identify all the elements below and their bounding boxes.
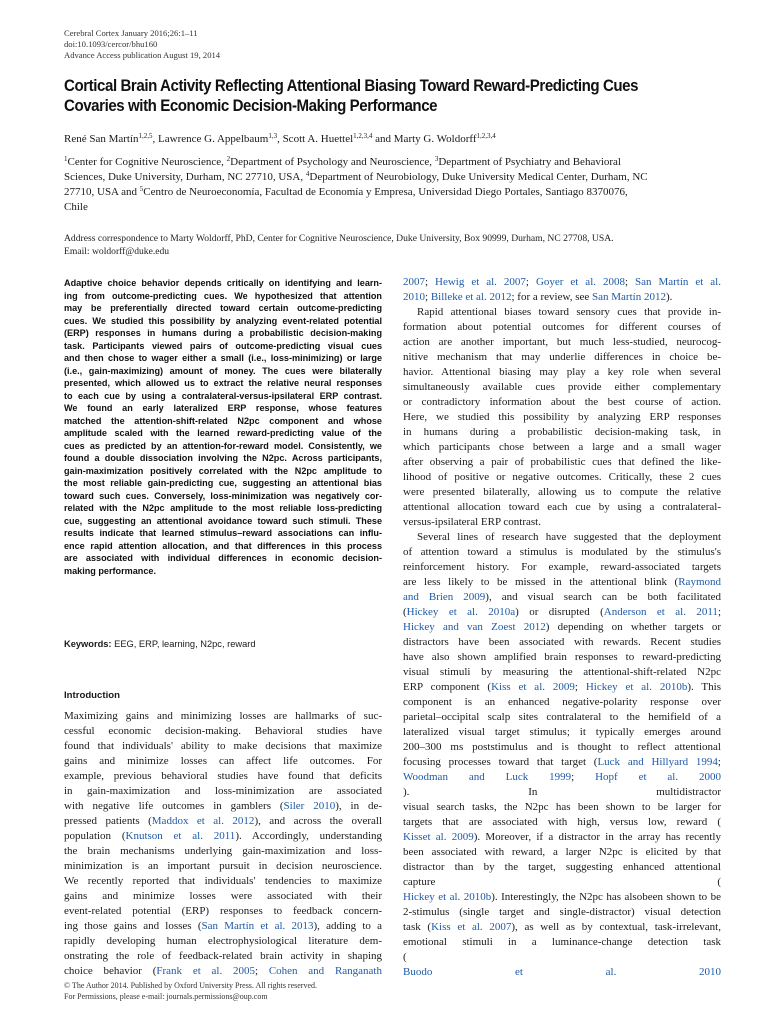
- body-text: ) depending on whether targets or: [545, 621, 721, 633]
- affiliation-text: Centro de Neuroeconomía, Facultad de Economía y Empresa, Universidad Diego Portales, Santiago 8370076,: [143, 186, 628, 198]
- body-text: ), and across the overall: [254, 815, 382, 827]
- right-body-line: [403, 965, 721, 980]
- affiliation-text: Department of Neurobiology, Duke University Medical Center, Durham, NC: [309, 171, 648, 183]
- citation-link[interactable]: Hickey et al. 2010a: [406, 606, 516, 618]
- advance-access: Advance Access publication August 19, 2014: [64, 50, 221, 60]
- right-body-line: [403, 785, 721, 800]
- body-text: ).: [665, 291, 673, 303]
- right-body-line: [403, 425, 721, 440]
- citation-link[interactable]: et al. 2009: [422, 831, 474, 843]
- abstract-line: related with the N2pc amplitude to the most reliable loss-predicting: [64, 503, 382, 513]
- abstract-line: cue, suggesting an attentional avoidance toward such stimuli. These: [64, 515, 382, 526]
- author-affiliation-marker: 1,2,3,4: [353, 132, 373, 140]
- affiliation-text: Department of Psychiatry and Behavioral: [438, 156, 621, 168]
- right-body-line: [403, 920, 721, 935]
- author-affiliation-marker: 1,2,5: [138, 132, 153, 140]
- right-body-line: [403, 950, 721, 965]
- abstract-line: task. Participants viewed pairs of outcome-predicting visual cues: [64, 340, 382, 351]
- body-text: choice behavior (: [64, 965, 157, 977]
- right-body-line: [403, 395, 721, 410]
- author-name: Marty G. Woldorff: [393, 133, 477, 145]
- left-body-line: [64, 964, 382, 979]
- title-line-2: Covaries with Economic Decision-Making Performance: [64, 97, 438, 115]
- right-body-line: [403, 725, 721, 740]
- right-body-line: [403, 500, 721, 515]
- citation-link[interactable]: Hickey and van Zoest 2012: [403, 621, 546, 633]
- body-text: parietal–occipital scalp sites contralateral to the hemifield of a: [403, 711, 721, 723]
- citation-link[interactable]: Anderson et al. 2011: [603, 606, 718, 618]
- left-body-line: [64, 829, 382, 844]
- left-body-line: [64, 859, 382, 874]
- author-name: Scott A. Huettel: [282, 133, 354, 145]
- affiliation-text: Department of Psychology and Neuroscience,: [230, 156, 435, 168]
- author-name: Lawrence G. Appelbaum: [158, 133, 269, 145]
- correspondence-address: Address correspondence to Marty Woldorff, PhD, Center for Cognitive Neuroscience, Duke University, Box 90999, Durham, NC 27708, USA.: [64, 233, 614, 244]
- right-body-line: [403, 350, 721, 365]
- body-text: ;: [254, 965, 269, 977]
- body-text: ), in de-: [335, 800, 382, 812]
- affiliation-marker: 5: [139, 185, 144, 193]
- citation-link[interactable]: San Martín et al. 2013: [201, 920, 314, 932]
- right-body-line: [403, 710, 721, 725]
- citation-link[interactable]: Cohen and Ranganath: [268, 965, 382, 977]
- affiliation-line: [64, 155, 724, 170]
- body-text: ;: [425, 291, 431, 303]
- left-body-line: [64, 769, 382, 784]
- right-body-line: [403, 635, 721, 650]
- abstract-line: and then chose to wager either a small (i.e., loss-minimizing) or large: [64, 353, 382, 363]
- affiliation-line: [64, 170, 724, 185]
- affiliation-marker: 4: [305, 170, 310, 178]
- left-body-line: [64, 889, 382, 904]
- body-text: targets that are associated with high, versus low, reward (: [403, 816, 721, 828]
- left-body-line: [64, 949, 382, 964]
- right-body-line: [403, 305, 721, 320]
- journal-citation: Cerebral Cortex January 2016;26:1–11: [64, 28, 198, 38]
- body-text: gains and minimize losses can affect life outcomes. For: [64, 755, 382, 767]
- body-text: action are another important, but much less-studied, neurocog-: [403, 336, 721, 348]
- abstract-line: presented, which allowed us to extract the relative neural responses: [64, 378, 382, 388]
- left-body-line: [64, 874, 382, 889]
- right-body-line: [403, 530, 721, 545]
- left-body-line: [64, 799, 382, 814]
- body-text: ), as well as by contextual, task-irrelevant,: [511, 921, 721, 933]
- affiliation-text: Center for Cognitive Neuroscience,: [67, 156, 227, 168]
- abstract-line: are associated with individual differences in economic decision-: [64, 553, 382, 563]
- body-text: have also shown amplified brain responses to reward-predicting: [403, 651, 721, 663]
- right-body-line: [403, 845, 721, 860]
- body-text: the brain mechanisms underlying gain-maximization and loss-: [64, 845, 382, 857]
- body-text: (: [403, 606, 407, 618]
- body-text: onstrating the role of feedback-related brain activity in shaping: [64, 950, 382, 962]
- doi[interactable]: doi:10.1093/cercor/bhu160: [64, 39, 158, 49]
- body-text: cessful economic decision-making. Behavioral studies have: [64, 725, 382, 737]
- body-column-right: [403, 275, 721, 980]
- body-text: been associated with reward, a larger N2pc is elicited by that: [403, 846, 721, 858]
- body-text: versus-ipsilateral ERP contrast.: [403, 516, 541, 528]
- author-list: [64, 133, 496, 145]
- right-body-line: [403, 650, 721, 665]
- citation-link[interactable]: Frank et al. 2005: [156, 965, 255, 977]
- body-text: gains and minimize losses were associated with their: [64, 890, 382, 902]
- right-body-line: [403, 380, 721, 395]
- citation-link[interactable]: San Martín et al.: [635, 276, 721, 288]
- right-body-line: [403, 620, 721, 635]
- body-text: ), and visual search can be both facilitated: [485, 591, 721, 603]
- citation-link[interactable]: Kiss: [403, 831, 423, 843]
- citation-link[interactable]: Hickey et al. 2010b: [585, 681, 688, 693]
- right-body-line: [403, 545, 721, 560]
- citation-link[interactable]: Hickey et al. 2010b: [403, 891, 492, 903]
- author-separator: and: [372, 133, 394, 145]
- body-text: ERP component (: [403, 681, 492, 693]
- abstract-line: found a double dissociation involving the N2pc. Across participants,: [64, 453, 382, 463]
- abstract-line: Adaptive choice behavior depends critically on identifying and learn-: [64, 278, 382, 288]
- copyright-line: © The Author 2014. Published by Oxford University Press. All rights reserved.: [64, 981, 318, 990]
- citation-link[interactable]: Hopf et al. 2000: [595, 771, 721, 783]
- body-text: Several lines of research have suggested that the deployment: [417, 531, 721, 543]
- right-body-line: [403, 755, 721, 770]
- right-body-line: [403, 575, 721, 590]
- right-body-line: [403, 470, 721, 485]
- author-affiliation-marker: 1,3: [268, 132, 278, 140]
- affiliation-marker: 1: [64, 155, 68, 163]
- citation-link[interactable]: and Brien 2009: [403, 591, 486, 603]
- citation-link[interactable]: Kiss et al. 2007: [431, 921, 512, 933]
- citation-link[interactable]: 2010: [403, 291, 425, 303]
- affiliation-line: Chile: [64, 201, 88, 213]
- right-body-line: [403, 320, 721, 335]
- body-text: were presented bilaterally, allowing us to compute the relative: [403, 486, 721, 498]
- body-text: ). Accordingly, understanding: [235, 830, 382, 842]
- body-text: ), adding to a: [313, 920, 382, 932]
- body-text: emotional stimuli in a luminance-change detection task: [403, 936, 721, 948]
- citation-link[interactable]: Woodman and Luck 1999: [403, 771, 572, 783]
- affiliation-marker: 2: [226, 155, 231, 163]
- abstract-line: gain-maximization positively correlated with the N2pc amplitude to: [64, 465, 382, 476]
- body-text: visual search tasks, the N2pc has been shown to be larger for: [403, 801, 721, 813]
- body-column-left: [64, 709, 382, 979]
- body-text: 2-stimulus (single target and single-distractor) visual detection: [403, 906, 721, 918]
- citation-link[interactable]: Raymond: [678, 576, 721, 588]
- body-text: lateralized visual target stimulus; it typically emerges around: [403, 726, 721, 738]
- body-text: ). In multidistractor: [403, 786, 721, 798]
- keywords-list: EEG, ERP, learning, N2pc, reward: [111, 639, 256, 649]
- right-body-line: [403, 740, 721, 755]
- citation-link[interactable]: Luck and Hillyard 1994: [597, 756, 718, 768]
- right-body-line: [403, 365, 721, 380]
- abstract-line: ence rapid attention allocation, and that differences in this process: [64, 540, 382, 551]
- abstract-line: amplitude scaled with the learned reward-predicting value of the: [64, 428, 382, 438]
- citation-link[interactable]: 2007: [403, 276, 425, 288]
- left-body-line: [64, 814, 382, 829]
- right-body-line: [403, 515, 721, 530]
- right-body-line: [403, 935, 721, 950]
- body-text: ) or disrupted (: [515, 606, 604, 618]
- affiliation-marker: 3: [434, 155, 439, 163]
- citation-link[interactable]: Maddox et al. 2012: [151, 815, 255, 827]
- citation-link[interactable]: Goyer et al. 2008: [535, 276, 625, 288]
- left-body-line: [64, 844, 382, 859]
- body-text: attentional allocation toward each cue by using a contralateral-: [403, 501, 721, 513]
- affiliation-line: [64, 185, 724, 200]
- right-body-line: [403, 680, 721, 695]
- citation-link[interactable]: Kiss et al. 2009: [491, 681, 575, 693]
- citation-link[interactable]: Knutson et al. 2011: [125, 830, 236, 842]
- right-body-line: [403, 560, 721, 575]
- correspondence-email[interactable]: Email: woldorff@duke.edu: [64, 245, 170, 257]
- abstract-line: the most reliable gain-predicting cue, suggesting an attentional bias: [64, 478, 382, 488]
- body-text: been shown to be: [642, 891, 721, 903]
- abstract-line: We found an early lateralized ERP response, whose features: [64, 403, 382, 413]
- title-line-1: Cortical Brain Activity Reflecting Attentional Biasing Toward Reward-Predicting Cues: [64, 77, 639, 95]
- body-text: found that individuals' ability to make decisions that maximize: [64, 740, 382, 752]
- abstract-line: cues. We studied this possibility by analyzing event-related potential: [64, 315, 382, 326]
- body-text: with negative life outcomes in gamblers (: [64, 800, 284, 812]
- body-text: Here, we studied this possibility by analyzing ERP responses: [403, 411, 721, 423]
- author-affiliation-marker: 1,2,3,4: [476, 132, 496, 140]
- right-body-line: [403, 875, 721, 890]
- abstract: [64, 277, 382, 577]
- body-text: component is an enhanced negative-polarity response over: [403, 696, 721, 708]
- abstract-line: (ERP) responses in humans during a probabilistic decision-making: [64, 328, 382, 338]
- section-heading-introduction: Introduction: [64, 690, 120, 701]
- citation-link[interactable]: Hewig et al. 2007: [435, 276, 526, 288]
- body-text: minimization is an important pursuit in decision neuroscience.: [64, 860, 382, 872]
- abstract-line: results indicate that learned stimulus–reward associations can influ-: [64, 528, 382, 538]
- author-separator: ,: [152, 133, 159, 145]
- body-text: reinforcement history. For example, reward-associated targets: [403, 561, 721, 573]
- body-text: ing those gains and losses (: [64, 920, 202, 932]
- abstract-line: may be preferentially directed toward certain outcome-predicting: [64, 303, 382, 313]
- body-text: havior. Attentional biasing may play a key role when several: [403, 366, 721, 378]
- right-body-line: [403, 335, 721, 350]
- right-body-line: [403, 770, 721, 785]
- right-body-line: [403, 410, 721, 425]
- correspondence: [64, 233, 724, 258]
- right-body-line: [403, 890, 721, 905]
- keywords-label: Keywords:: [64, 639, 112, 649]
- abstract-line: matched the attention-shift-related N2pc component and whose: [64, 415, 382, 426]
- permissions-line: For Permissions, please e-mail: journals.permissions@oup.com: [64, 992, 268, 1001]
- left-body-line: [64, 739, 382, 754]
- left-body-line: [64, 919, 382, 934]
- body-text: which participants chose between a large and a small wager: [403, 441, 721, 453]
- body-text: ;: [571, 771, 596, 783]
- journal-header: [64, 28, 220, 61]
- body-text: distractor than by the target, suggesting enhanced attentional: [403, 861, 721, 873]
- author-name: René San Martín: [64, 133, 139, 145]
- body-text: ). Interestingly, the N2pc has also: [491, 891, 643, 903]
- citation-link[interactable]: Billeke et al. 2012: [430, 291, 512, 303]
- abstract-line: ing from outcome-predicting cues. We hypothesized that attention: [64, 290, 382, 301]
- body-text: in gain-maximization and loss-minimization are associated: [64, 785, 382, 797]
- citation-link[interactable]: Buodo et al. 2010: [403, 966, 721, 978]
- right-body-line: [403, 440, 721, 455]
- right-body-line: [403, 800, 721, 815]
- body-text: nitive mechanism that may underlie differences in choice be-: [403, 351, 721, 363]
- right-body-line: [403, 590, 721, 605]
- body-text: ). Moreover, if a distractor in the array has recently: [473, 831, 721, 843]
- copyright-footer: [64, 980, 317, 1002]
- citation-link[interactable]: Siler 2010: [283, 800, 336, 812]
- left-body-line: [64, 934, 382, 949]
- right-body-line: [403, 605, 721, 620]
- body-text: (: [403, 951, 407, 963]
- abstract-line: cues as predicted by an attention-for-reward model. Consistently, we: [64, 440, 382, 451]
- body-text: of attention toward a stimulus is modulated by the stimulus's: [403, 546, 721, 558]
- left-body-line: [64, 904, 382, 919]
- affiliations: [64, 155, 724, 215]
- right-body-line: [403, 665, 721, 680]
- body-text: visual stimuli by measuring the attentional-shift-related N2pc: [403, 666, 721, 678]
- left-body-line: [64, 709, 382, 724]
- body-text: capture (: [403, 876, 721, 888]
- body-text: ). This: [687, 681, 721, 693]
- body-text: ;: [525, 276, 536, 288]
- body-text: after observing a pair of probabilistic cues that defined the like-: [403, 456, 721, 468]
- left-body-line: [64, 724, 382, 739]
- author-separator: ,: [277, 133, 283, 145]
- body-text: lihood of positive or negative outcomes. Critically, these 2 cues: [403, 471, 721, 483]
- right-body-line: [403, 695, 721, 710]
- body-text: simultaneously available cues provide either complementary: [403, 381, 721, 393]
- right-body-line: [403, 275, 721, 290]
- body-text: formation about potential outcomes for different courses of: [403, 321, 721, 333]
- affiliation-text: 27710, USA and: [64, 186, 140, 198]
- body-text: in humans during a probabilistic decision-making task, in: [403, 426, 721, 438]
- right-body-line: [403, 815, 721, 830]
- abstract-line: to each cue by using a contralateral-versus-ipsilateral ERP contrast.: [64, 390, 382, 401]
- right-body-line: [403, 290, 721, 305]
- right-body-line: [403, 905, 721, 920]
- affiliation-text: Sciences, Duke University, Durham, NC 27710, USA,: [64, 171, 306, 183]
- right-body-line: [403, 860, 721, 875]
- paper-title: [64, 76, 669, 116]
- left-body-line: [64, 754, 382, 769]
- body-text: example, previous behavioral studies have found that deficits: [64, 770, 382, 782]
- body-text: task (: [403, 921, 432, 933]
- body-text: ;: [425, 276, 436, 288]
- body-text: population (: [64, 830, 126, 842]
- body-text: focusing processes toward that target (: [403, 756, 598, 768]
- abstract-line: making performance.: [64, 565, 156, 576]
- body-text: pressed patients (: [64, 815, 152, 827]
- left-body-line: [64, 784, 382, 799]
- body-text: ;: [717, 756, 721, 768]
- body-text: event-related potential (ERP) responses to feedback concern-: [64, 905, 382, 917]
- right-body-line: [403, 455, 721, 470]
- keywords: [64, 639, 256, 649]
- body-text: ;: [624, 276, 635, 288]
- body-text: ;: [717, 606, 721, 618]
- body-text: or contradictory information about the best course of action.: [403, 396, 721, 408]
- citation-link[interactable]: San Martín 2012: [592, 291, 666, 303]
- body-text: ; for a review, see: [511, 291, 592, 303]
- body-text: are less likely to be missed in the attentional blink (: [403, 576, 679, 588]
- body-text: distractors have been associated with rewards. Recent studies: [403, 636, 721, 648]
- abstract-line: toward such cues. Conversely, loss-minimization was negatively cor-: [64, 490, 382, 501]
- body-text: 200–300 ms poststimulus and is thought to reflect attentional: [403, 741, 721, 753]
- body-text: Rapid attentional biases toward sensory cues that provide in-: [417, 306, 721, 318]
- body-text: Maximizing gains and minimizing losses are hallmarks of suc-: [64, 710, 382, 722]
- abstract-line: (i.e., gain-maximizing) amount of money. The cues were bilaterally: [64, 365, 382, 376]
- right-body-line: [403, 830, 721, 845]
- body-text: ;: [574, 681, 586, 693]
- body-text: rapidly developing human electrophysiological literature dem-: [64, 935, 382, 947]
- body-text: We recently reported that individuals' tendencies to maximize: [64, 875, 382, 887]
- right-body-line: [403, 485, 721, 500]
